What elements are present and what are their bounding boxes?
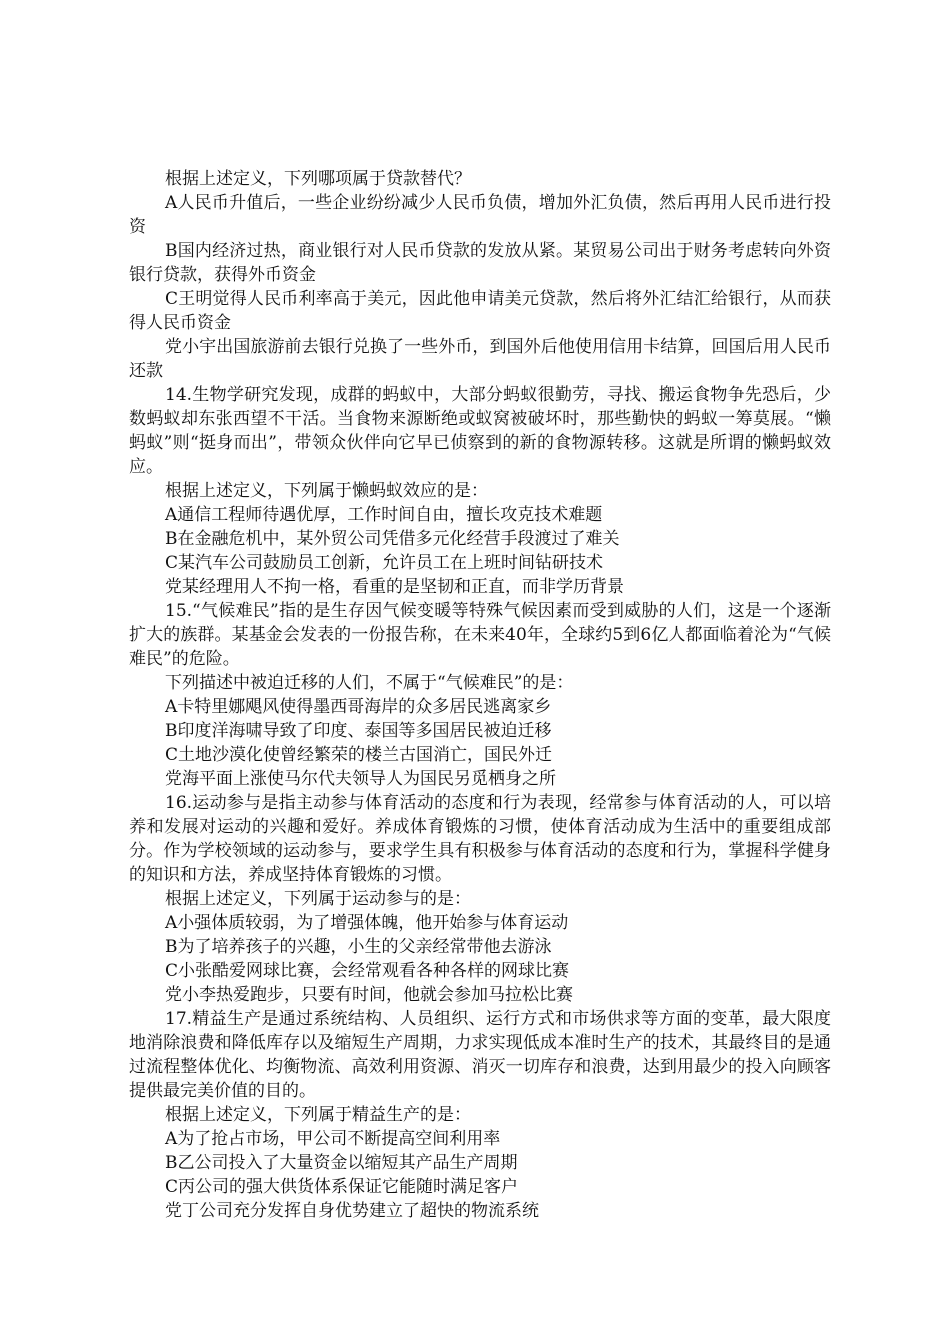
option-b: B在金融危机中，某外贸公司凭借多元化经营手段渡过了难关 <box>165 529 620 549</box>
question-prompt: 下列描述中被迫迁移的人们，不属于“气候难民”的是： <box>165 673 574 693</box>
option-c: C土地沙漠化使曾经繁荣的楼兰古国消亡，国民外迁 <box>165 745 553 765</box>
option-a: A小强体质较弱，为了增强体魄，他开始参与体育运动 <box>165 913 569 933</box>
option-a: A为了抢占市场，甲公司不断提高空间利用率 <box>165 1129 501 1149</box>
option-d: 党海平面上涨使马尔代夫领导人为国民另觅栖身之所 <box>165 769 556 789</box>
option-a: A通信工程师待遇优厚，工作时间自由，擅长攻克技术难题 <box>165 505 603 525</box>
option-b: B国内经济过热，商业银行对人民币贷款的发放从紧。某贸易公司出于财务考虑转向外资银行贷款，获得外币资金 <box>129 241 831 285</box>
option-b: B印度洋海啸导致了印度、泰国等多国居民被迫迁移 <box>165 721 552 741</box>
question-14-definition: 14.生物学研究发现，成群的蚂蚁中，大部分蚂蚁很勤劳，寻找、搬运食物争先恐后，少数蚂蚁却东张西望不干活。当食物来源断绝或蚁窝被破坏时，那些勤快的蚂蚁一筹莫展。“懒蚂蚁”则“挺身而出”，带领众伙伴向它早已侦察到的新的食物源转移。这就是所谓的懒蚂蚁效应。 <box>129 385 831 477</box>
option-d: 党丁公司充分发挥自身优势建立了超快的物流系统 <box>165 1201 539 1221</box>
option-c: C某汽车公司鼓励员工创新，允许员工在上班时间钻研技术 <box>165 553 604 573</box>
document-body <box>129 167 831 1223</box>
question-prompt: 根据上述定义，下列哪项属于贷款替代？ <box>165 169 471 189</box>
option-c: C小张酷爱网球比赛，会经常观看各种各样的网球比赛 <box>165 961 570 981</box>
option-a: A卡特里娜飓风使得墨西哥海岸的众多居民逃离家乡 <box>165 697 552 717</box>
option-b: B为了培养孩子的兴趣，小生的父亲经常带他去游泳 <box>165 937 552 957</box>
question-15-definition: 15.“气候难民”指的是生存因气候变暖等特殊气候因素而受到威胁的人们，这是一个逐渐扩大的族群。某基金会发表的一份报告称，在未来40年，全球约5到6亿人都面临着沦为“气候难民”的危险。 <box>129 601 831 669</box>
question-prompt: 根据上述定义，下列属于运动参与的是： <box>165 889 471 909</box>
question-prompt: 根据上述定义，下列属于精益生产的是： <box>165 1105 471 1125</box>
option-d: 党某经理用人不拘一格，看重的是坚韧和正直，而非学历背景 <box>165 577 624 597</box>
option-b: B乙公司投入了大量资金以缩短其产品生产周期 <box>165 1153 518 1173</box>
option-c: C丙公司的强大供货体系保证它能随时满足客户 <box>165 1177 519 1197</box>
option-a: A人民币升值后，一些企业纷纷减少人民币负债，增加外汇负债，然后再用人民币进行投资 <box>129 193 831 237</box>
option-c: C王明觉得人民币利率高于美元，因此他申请美元贷款，然后将外汇结汇给银行，从而获得人民币资金 <box>129 289 831 333</box>
option-d: 党小宇出国旅游前去银行兑换了一些外币，到国外后他使用信用卡结算，回国后用人民币还款 <box>129 337 831 381</box>
question-prompt: 根据上述定义，下列属于懒蚂蚁效应的是： <box>165 481 488 501</box>
question-17-definition: 17.精益生产是通过系统结构、人员组织、运行方式和市场供求等方面的变革，最大限度地消除浪费和降低库存以及缩短生产周期，力求实现低成本准时生产的技术，其最终目的是通过流程整体优化、均衡物流、高效利用资源、消灭一切库存和浪费，达到用最少的投入向顾客提供最完美价值的目的。 <box>129 1009 831 1101</box>
option-d: 党小李热爱跑步，只要有时间，他就会参加马拉松比赛 <box>165 985 573 1005</box>
question-16-definition: 16.运动参与是指主动参与体育活动的态度和行为表现，经常参与体育活动的人，可以培养和发展对运动的兴趣和爱好。养成体育锻炼的习惯，使体育活动成为生活中的重要组成部分。作为学校领域的运动参与，要求学生具有积极参与体育活动的态度和行为，掌握科学健身的知识和方法，养成坚持体育锻炼的习惯。 <box>129 793 831 885</box>
